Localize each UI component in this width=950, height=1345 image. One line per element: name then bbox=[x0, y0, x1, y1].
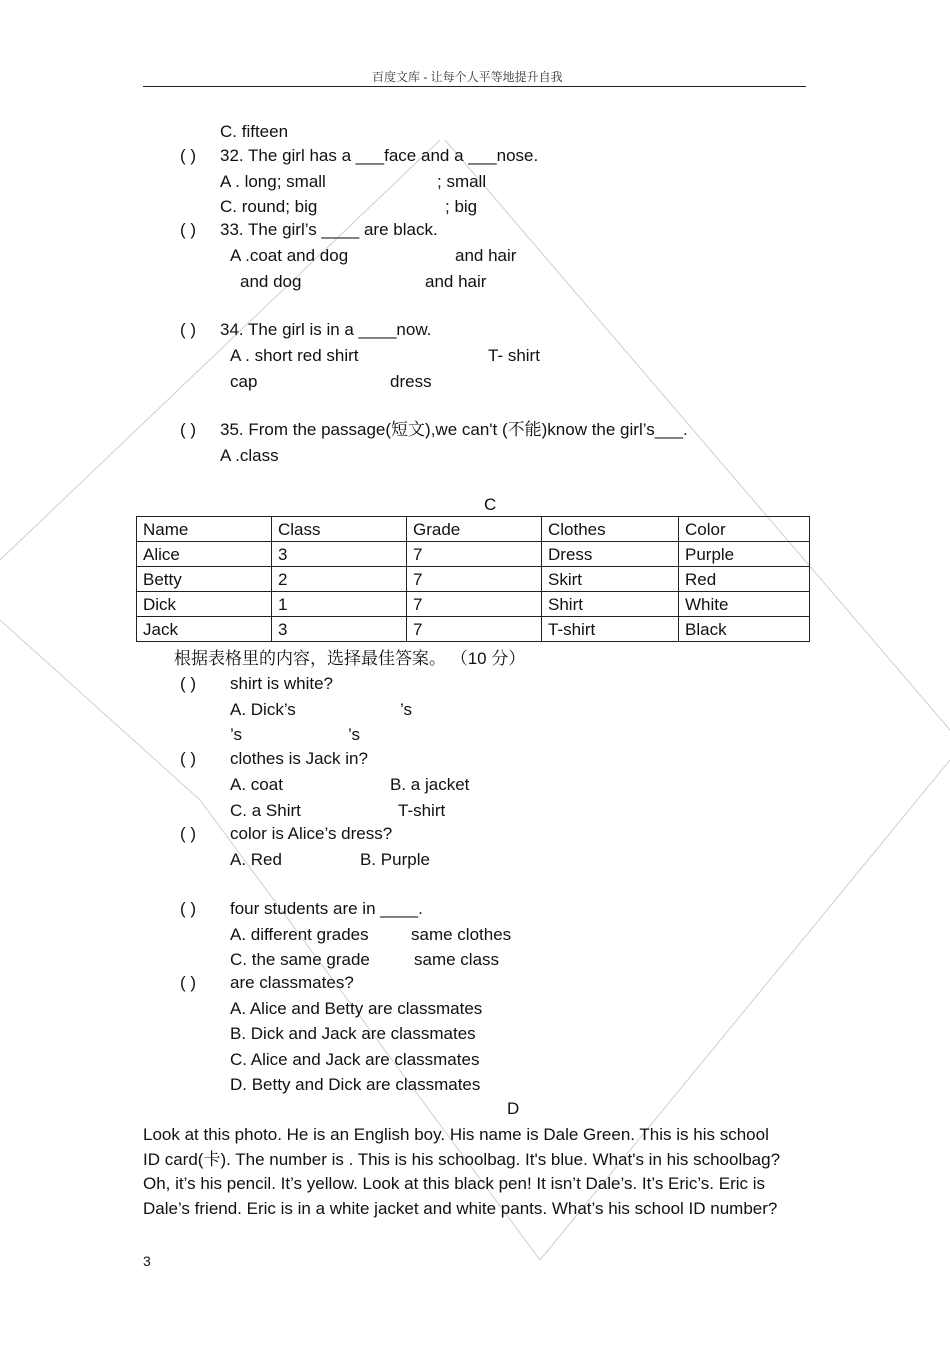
option-line: C. a Shirt bbox=[230, 801, 301, 820]
option-line: and hair bbox=[425, 272, 487, 291]
table-cell: 7 bbox=[407, 592, 542, 617]
option-line: A. Alice and Betty are classmates bbox=[230, 999, 483, 1018]
table-row bbox=[137, 567, 810, 592]
table-cell: 7 bbox=[407, 617, 542, 642]
table-cell: Skirt bbox=[542, 567, 679, 592]
page-header: 百度文库 - 让每个人平等地提升自我 bbox=[372, 70, 563, 84]
table-question-5: are classmates? bbox=[230, 973, 354, 992]
answer-bracket: ( ) bbox=[180, 420, 197, 439]
option-line: C. fifteen bbox=[220, 122, 289, 141]
answer-bracket: ( ) bbox=[180, 749, 197, 768]
option-line: dress bbox=[390, 372, 432, 391]
option-line: cap bbox=[230, 372, 258, 391]
table-cell: Black bbox=[679, 617, 810, 642]
table-row bbox=[137, 542, 810, 567]
table-cell: 2 bbox=[272, 567, 407, 592]
answer-bracket: ( ) bbox=[180, 146, 197, 165]
table-cell: 3 bbox=[272, 617, 407, 642]
table-header-row bbox=[137, 517, 810, 542]
option-line: C. round; big bbox=[220, 197, 318, 216]
table-cell: Dick bbox=[137, 592, 272, 617]
table-header: Name bbox=[137, 517, 272, 542]
table-question-2: clothes is Jack in? bbox=[230, 749, 368, 768]
passage-line: Oh, it’s his pencil. It’s yellow. Look at this black pen! It isn’t Dale’s. It’s Eric’s. Eric is bbox=[143, 1174, 766, 1193]
table-cell: 7 bbox=[407, 567, 542, 592]
option-line: A . long; small bbox=[220, 172, 326, 191]
table-cell: Red bbox=[679, 567, 810, 592]
student-table bbox=[136, 516, 810, 642]
table-cell: Shirt bbox=[542, 592, 679, 617]
option-line: A . short red shirt bbox=[230, 346, 359, 365]
table-cell: Jack bbox=[137, 617, 272, 642]
answer-bracket: ( ) bbox=[180, 899, 197, 918]
table-cell: Dress bbox=[542, 542, 679, 567]
option-line: A. Dick’s bbox=[230, 700, 296, 719]
table-cell: Alice bbox=[137, 542, 272, 567]
option-line: B. Dick and Jack are classmates bbox=[230, 1024, 476, 1043]
table-cell: Betty bbox=[137, 567, 272, 592]
option-line: A. different grades bbox=[230, 925, 369, 944]
option-line: A. coat bbox=[230, 775, 283, 794]
table-cell: White bbox=[679, 592, 810, 617]
option-line: same clothes bbox=[411, 925, 512, 944]
table-question-1: shirt is white? bbox=[230, 674, 333, 693]
option-line: same class bbox=[414, 950, 500, 969]
option-line: T- shirt bbox=[488, 346, 540, 365]
option-line: A. Red bbox=[230, 850, 282, 869]
table-cell: 1 bbox=[272, 592, 407, 617]
option-line: C. Alice and Jack are classmates bbox=[230, 1050, 480, 1069]
table-cell: 3 bbox=[272, 542, 407, 567]
passage-line: Dale’s friend. Eric is in a white jacket and white pants. What’s his school ID number? bbox=[143, 1199, 778, 1218]
table-header: Color bbox=[679, 517, 810, 542]
option-line: ’s bbox=[230, 725, 242, 744]
option-line: B. a jacket bbox=[390, 775, 470, 794]
table-cell: T-shirt bbox=[542, 617, 679, 642]
option-line: ; big bbox=[445, 197, 478, 216]
table-header: Clothes bbox=[542, 517, 679, 542]
option-line: A .coat and dog bbox=[230, 246, 349, 265]
table-header: Grade bbox=[407, 517, 542, 542]
option-line: ; small bbox=[437, 172, 487, 191]
passage-line: Look at this photo. He is an English boy. His name is Dale Green. This is his school bbox=[143, 1125, 769, 1144]
section-d-heading: D bbox=[507, 1099, 520, 1118]
instructions: 根据表格里的内容，选择最佳答案。 （10 分） bbox=[174, 649, 526, 668]
table-row bbox=[137, 617, 810, 642]
passage-line: ID card(卡). The number is . This is his schoolbag. It's blue. What's in his schoolbag? bbox=[143, 1150, 781, 1169]
question-34: 34. The girl is in a ____now. bbox=[220, 320, 432, 339]
question-35: 35. From the passage(短文),we can't (不能)know the girl’s___. bbox=[220, 420, 688, 439]
table-cell: Purple bbox=[679, 542, 810, 567]
option-line: and hair bbox=[455, 246, 517, 265]
table-row bbox=[137, 592, 810, 617]
option-line: A .class bbox=[220, 446, 279, 465]
answer-bracket: ( ) bbox=[180, 973, 197, 992]
option-line: ’s bbox=[400, 700, 412, 719]
table-header: Class bbox=[272, 517, 407, 542]
question-33: 33. The girl’s ____ are black. bbox=[220, 220, 438, 239]
table-question-3: color is Alice’s dress? bbox=[230, 824, 393, 843]
option-line: D. Betty and Dick are classmates bbox=[230, 1075, 481, 1094]
option-line: ’s bbox=[348, 725, 360, 744]
answer-bracket: ( ) bbox=[180, 320, 197, 339]
page-number: 3 bbox=[143, 1253, 151, 1269]
answer-bracket: ( ) bbox=[180, 220, 197, 239]
table-cell: 7 bbox=[407, 542, 542, 567]
option-line: C. the same grade bbox=[230, 950, 370, 969]
answer-bracket: ( ) bbox=[180, 824, 197, 843]
answer-bracket: ( ) bbox=[180, 674, 197, 693]
option-line: T-shirt bbox=[398, 801, 446, 820]
table-question-4: four students are in ____. bbox=[230, 899, 423, 918]
option-line: and dog bbox=[240, 272, 302, 291]
section-c-heading: C bbox=[484, 495, 497, 514]
option-line: B. Purple bbox=[360, 850, 430, 869]
question-32: 32. The girl has a ___face and a ___nose. bbox=[220, 146, 539, 165]
header-rule bbox=[143, 86, 806, 87]
